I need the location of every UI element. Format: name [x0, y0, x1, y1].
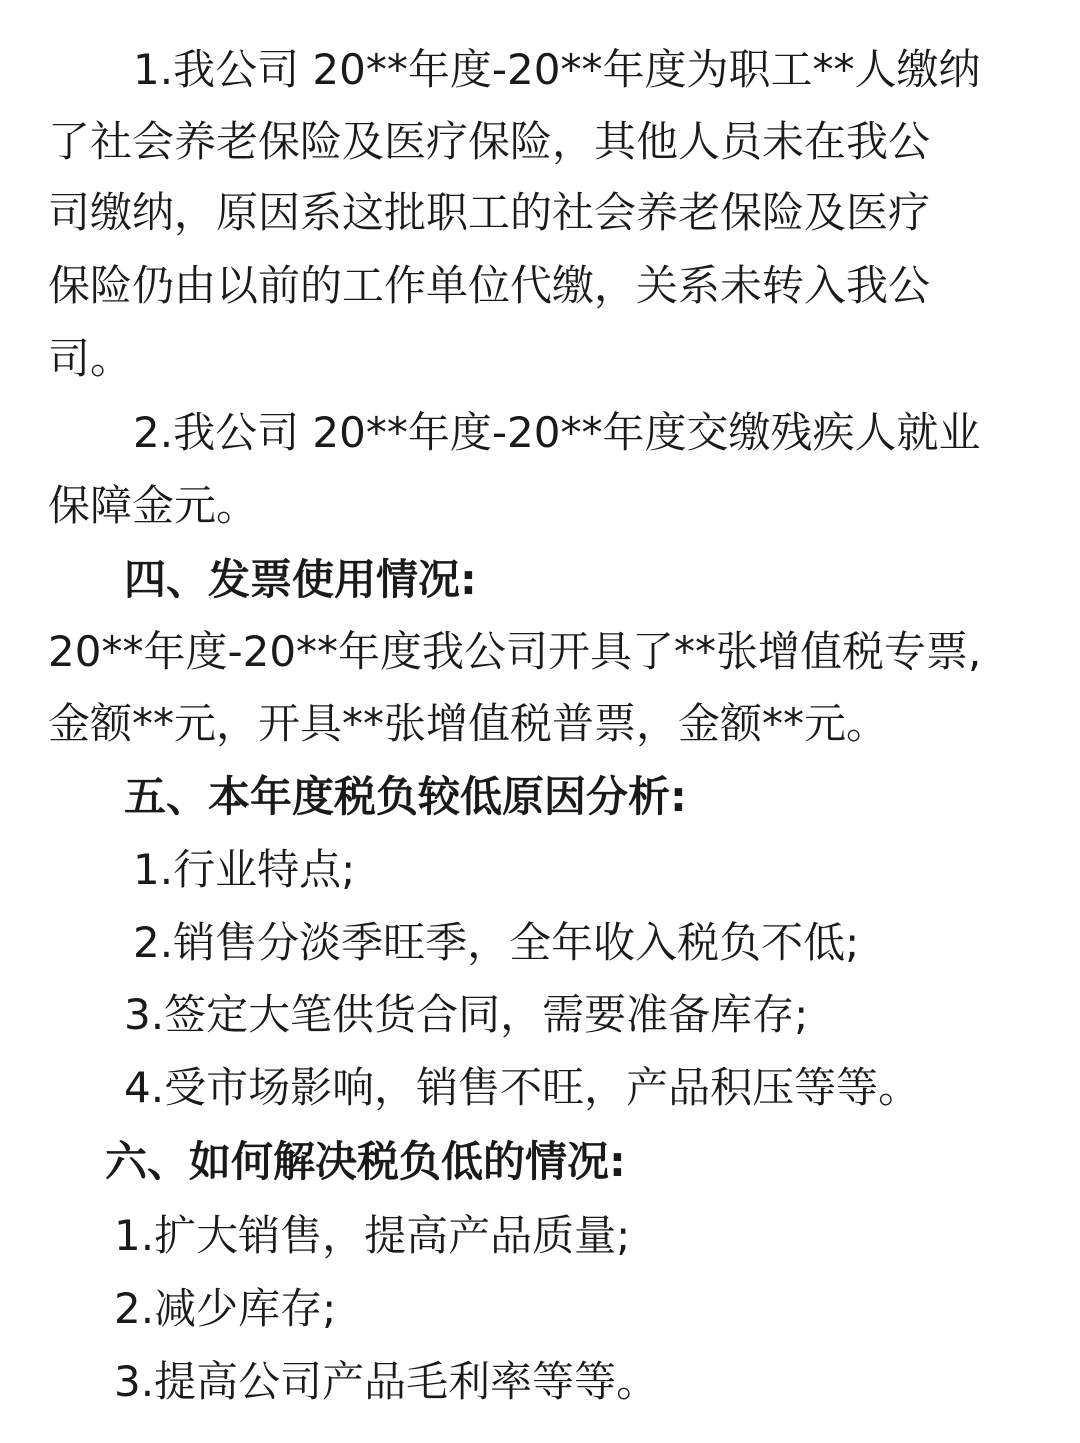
list-item: 2.减少库存; [114, 1284, 337, 1333]
list-item: 3.签定大笔供货合同，需要准备库存; [124, 990, 809, 1039]
list-item: 2.销售分淡季旺季，全年收入税负不低; [133, 918, 860, 967]
list-item: 4.受市场影响，销售不旺，产品积压等等。 [124, 1063, 921, 1112]
section-heading-solutions: 六、如何解决税负低的情况: [105, 1137, 626, 1186]
paragraph-line: 保障金元。 [48, 481, 259, 530]
list-item: 3.提高公司产品毛利率等等。 [114, 1357, 659, 1406]
paragraph-line: 了社会养老保险及医疗保险，其他人员未在我公 [48, 117, 931, 166]
paragraph-line: 保险仍由以前的工作单位代缴，关系未转入我公 [48, 261, 931, 310]
paragraph-line: 金额**元，开具**张增值税普票，金额**元。 [48, 699, 889, 748]
section-heading-analysis: 五、本年度税负较低原因分析: [124, 772, 687, 821]
paragraph-line: 20**年度-20**年度我公司开具了**张增值税专票, [48, 627, 982, 676]
paragraph-line: 司。 [48, 334, 133, 383]
paragraph-line: 1.我公司 20**年度-20**年度为职工**人缴纳 [133, 45, 981, 94]
list-item: 1.扩大销售，提高产品质量; [114, 1211, 631, 1260]
section-heading-invoice: 四、发票使用情况: [124, 555, 477, 604]
list-item: 1.行业特点; [133, 845, 356, 894]
paragraph-line: 2.我公司 20**年度-20**年度交缴残疾人就业 [133, 408, 981, 457]
paragraph-line: 司缴纳，原因系这批职工的社会养老保险及医疗 [48, 188, 931, 237]
